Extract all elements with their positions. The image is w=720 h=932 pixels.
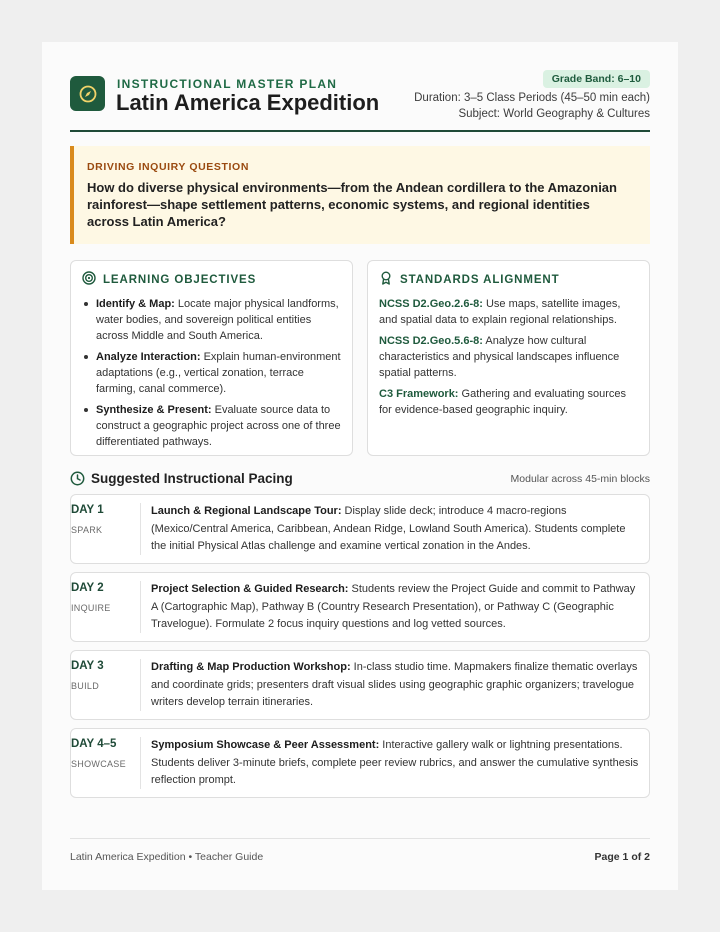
day-number: DAY 2 [71, 582, 104, 594]
standards-heading: STANDARDS ALIGNMENT [400, 273, 560, 286]
pacing-section-header [70, 470, 650, 490]
day-description: Launch & Regional Landscape Tour: Display slide deck; introduce 4 macro-regions (Mexico/Central America, Caribbean, Andean Ridge, Lowland South America). Students complete the initial Physical Atlas challenge and examine vertical zonation in the Andes. [151, 505, 626, 552]
day-number: DAY 4–5 [71, 738, 117, 750]
day-phase: BUILD [71, 681, 100, 691]
footer-document-name: Latin America Expedition • Teacher Guide [70, 851, 264, 863]
day-phase: SPARK [71, 525, 103, 535]
compass-icon [70, 76, 105, 111]
objective-item: Identify & Map: Locate major physical landforms, water bodies, and sovereign political entities across Middle and South America. [82, 296, 342, 344]
pacing-day-card [70, 572, 650, 642]
duration-text: Duration: 3–5 Class Periods (45–50 min each) [414, 92, 650, 104]
page-title: Latin America Expedition [116, 90, 380, 115]
objective-item: Synthesize & Present: Evaluate source data to construct a geographic project across one of three differentiated pathways. [82, 402, 342, 450]
inquiry-question: How do diverse physical environments—from the Andean cordillera to the Amazonian rainforest—shape settlement patterns, economic systems, and regional identities across Latin America? [87, 180, 617, 229]
objective-item: Analyze Interaction: Explain human-environment adaptations (e.g., vertical zonation, terrace farming, canal commerce). [82, 349, 342, 397]
pacing-note: Modular across 45-min blocks [510, 473, 650, 485]
inquiry-label: DRIVING INQUIRY QUESTION [87, 161, 249, 173]
standard-item: NCSS D2.Geo.2.6-8: Use maps, satellite images, and spatial data to explain regional relationships. [379, 298, 621, 326]
page-number: Page 1 of 2 [594, 851, 650, 863]
document-kicker: INSTRUCTIONAL MASTER PLAN [117, 77, 338, 91]
day-number: DAY 3 [71, 660, 104, 672]
pacing-day-card [70, 650, 650, 720]
standard-item: NCSS D2.Geo.5.6-8: Analyze how cultural characteristics and physical landscapes influence spatial patterns. [379, 335, 620, 379]
grade-band-badge: Grade Band: 6–10 [543, 70, 650, 88]
page-header [70, 70, 650, 132]
document-page [42, 42, 678, 890]
driving-inquiry-callout [70, 146, 650, 244]
day-description: Project Selection & Guided Research: Students review the Project Guide and commit to Pathway A (Cartographic Map), Pathway B (Country Research Presentation), or Pathway C (Geographic Travelogue). Formulate 2 focus inquiry questions and log vetted sources. [151, 583, 636, 630]
day-description: Symposium Showcase & Peer Assessment: Interactive gallery walk or lightning presentations. Students deliver 3-minute briefs, complete peer review rubrics, and answer the cumulative synthesis reflection prompt. [151, 739, 639, 786]
pacing-day-card [70, 728, 650, 798]
pacing-day-card [70, 494, 650, 564]
learning-objectives-card [70, 260, 353, 456]
day-number: DAY 1 [71, 504, 104, 516]
target-icon [82, 271, 96, 288]
objectives-heading: LEARNING OBJECTIVES [103, 273, 257, 286]
pacing-title: Suggested Instructional Pacing [91, 471, 293, 486]
clock-icon [70, 471, 85, 491]
page-footer [70, 838, 650, 868]
day-phase: INQUIRE [71, 603, 111, 613]
award-ribbon-icon [379, 271, 393, 288]
standard-item: C3 Framework: Gathering and evaluating sources for evidence-based geographic inquiry. [379, 388, 627, 416]
subject-text: Subject: World Geography & Cultures [458, 108, 650, 120]
day-phase: SHOWCASE [71, 759, 126, 769]
day-description: Drafting & Map Production Workshop: In-class studio time. Mapmakers finalize thematic overlays and coordinate grids; presenters draft visual slides using geographic graphic organizers; travelogue writers develop terrain itineraries. [151, 661, 638, 708]
standards-alignment-card [367, 260, 650, 456]
